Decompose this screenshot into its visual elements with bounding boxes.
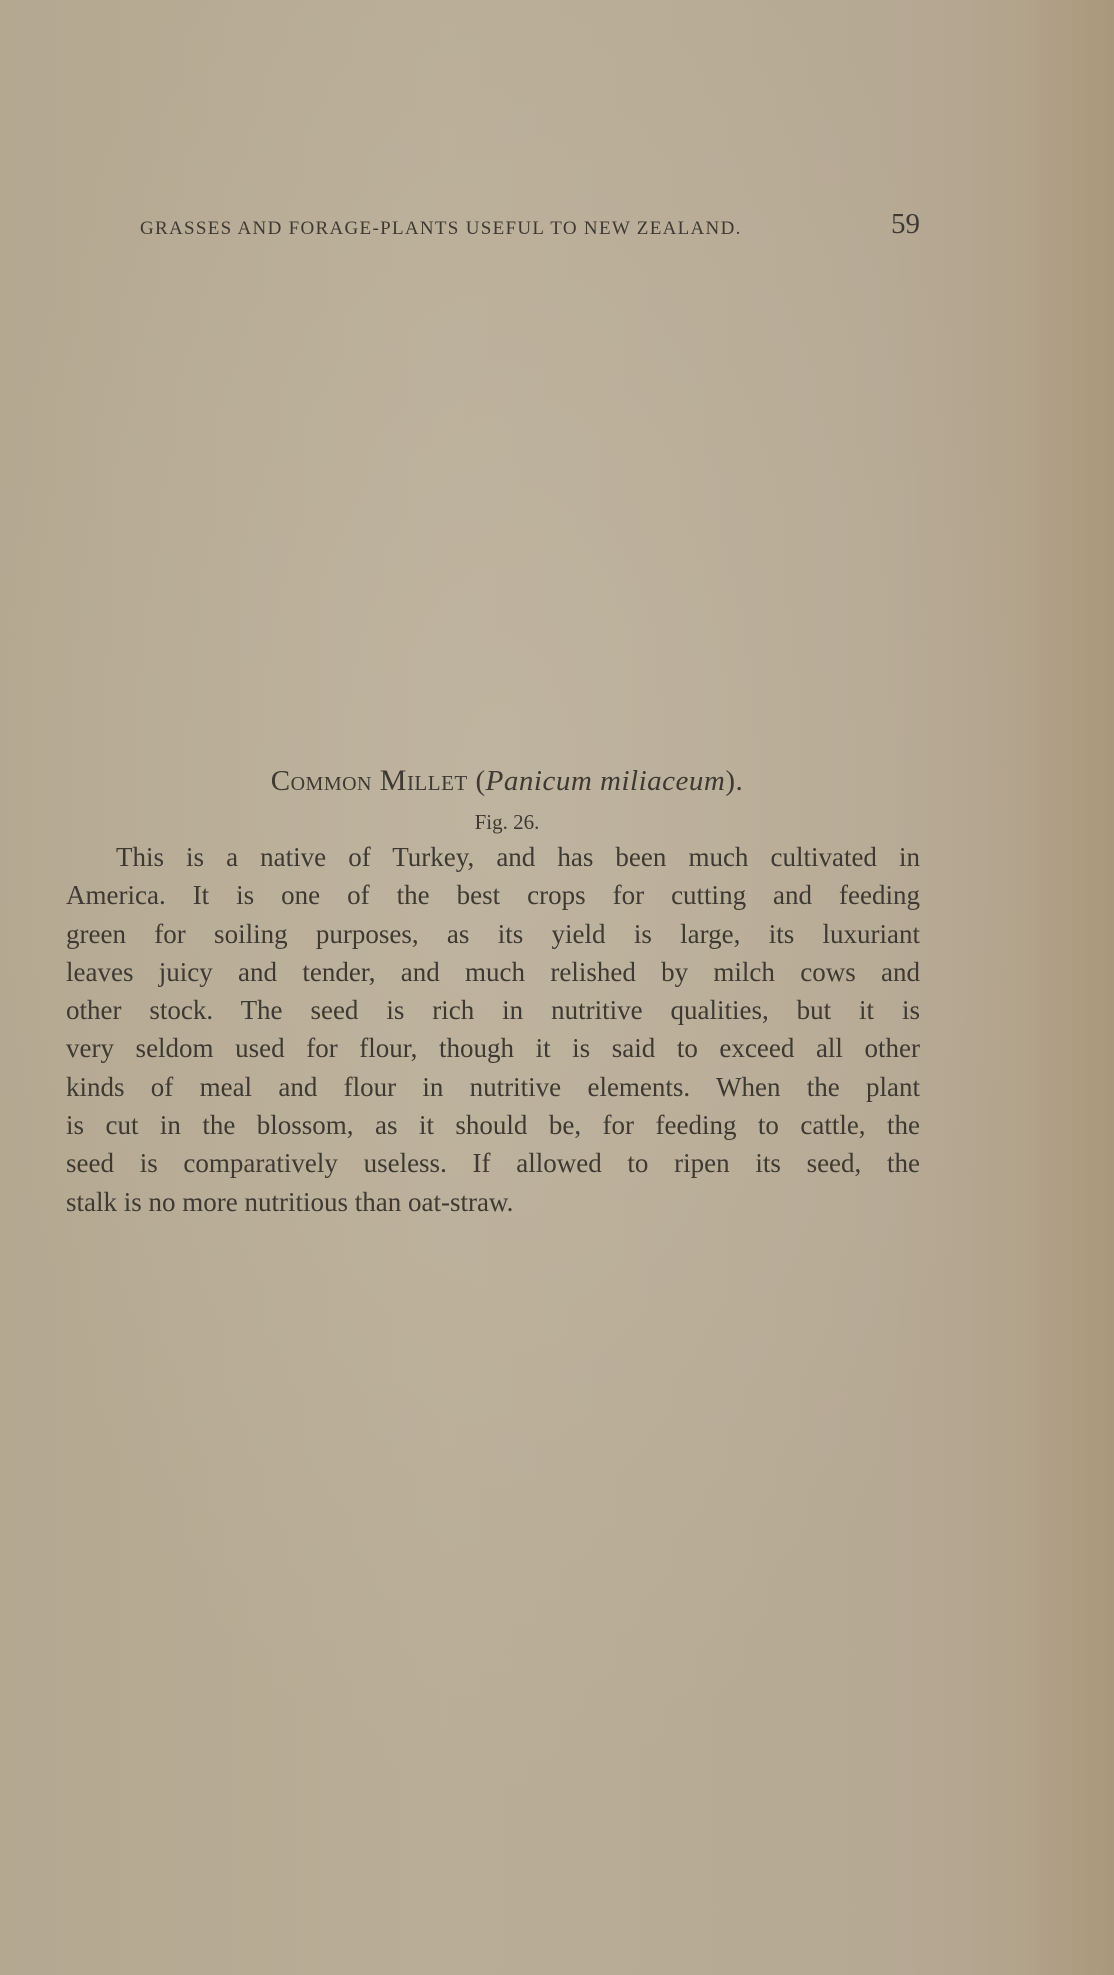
paragraph-line: very seldom used for flour, though it is said to exceed all other — [66, 1033, 920, 1064]
body-paragraph — [66, 838, 920, 1221]
figure-label: Fig. 26. — [474, 810, 540, 834]
heading-common: Common — [270, 765, 373, 797]
running-head — [140, 208, 920, 248]
heading-latin-name: Panicum miliaceum — [485, 765, 726, 797]
running-title: GRASSES AND FORAGE-PLANTS USEFUL TO NEW ZEALAND. — [140, 218, 742, 239]
paragraph-line: America. It is one of the best crops for cutting and feeding — [66, 880, 920, 911]
paragraph-line: seed is comparatively useless. If allowed to ripen its seed, the — [66, 1148, 920, 1179]
paragraph-line: green for soiling purposes, as its yield is large, its luxuriant — [66, 918, 920, 949]
heading-name: Millet — [379, 764, 468, 797]
section-heading — [0, 764, 1014, 798]
page-number: 59 — [891, 208, 920, 240]
paragraph-line: stalk is no more nutritious than oat-straw. — [66, 1186, 514, 1217]
paragraph-line: is cut in the blossom, as it should be, for feeding to cattle, the — [66, 1110, 920, 1141]
paragraph-line: leaves juicy and tender, and much relished by milch cows and — [66, 956, 920, 987]
paragraph-line: kinds of meal and flour in nutritive elements. When the plant — [66, 1071, 920, 1102]
page-edge-shadow — [1024, 0, 1114, 1975]
paragraph-line: other stock. The seed is rich in nutritive qualities, but it is — [66, 995, 920, 1026]
paragraph-line: This is a native of Turkey, and has been much cultivated in — [116, 842, 920, 872]
heading-open-paren: ( — [475, 765, 486, 797]
heading-close-paren: ). — [725, 765, 744, 797]
